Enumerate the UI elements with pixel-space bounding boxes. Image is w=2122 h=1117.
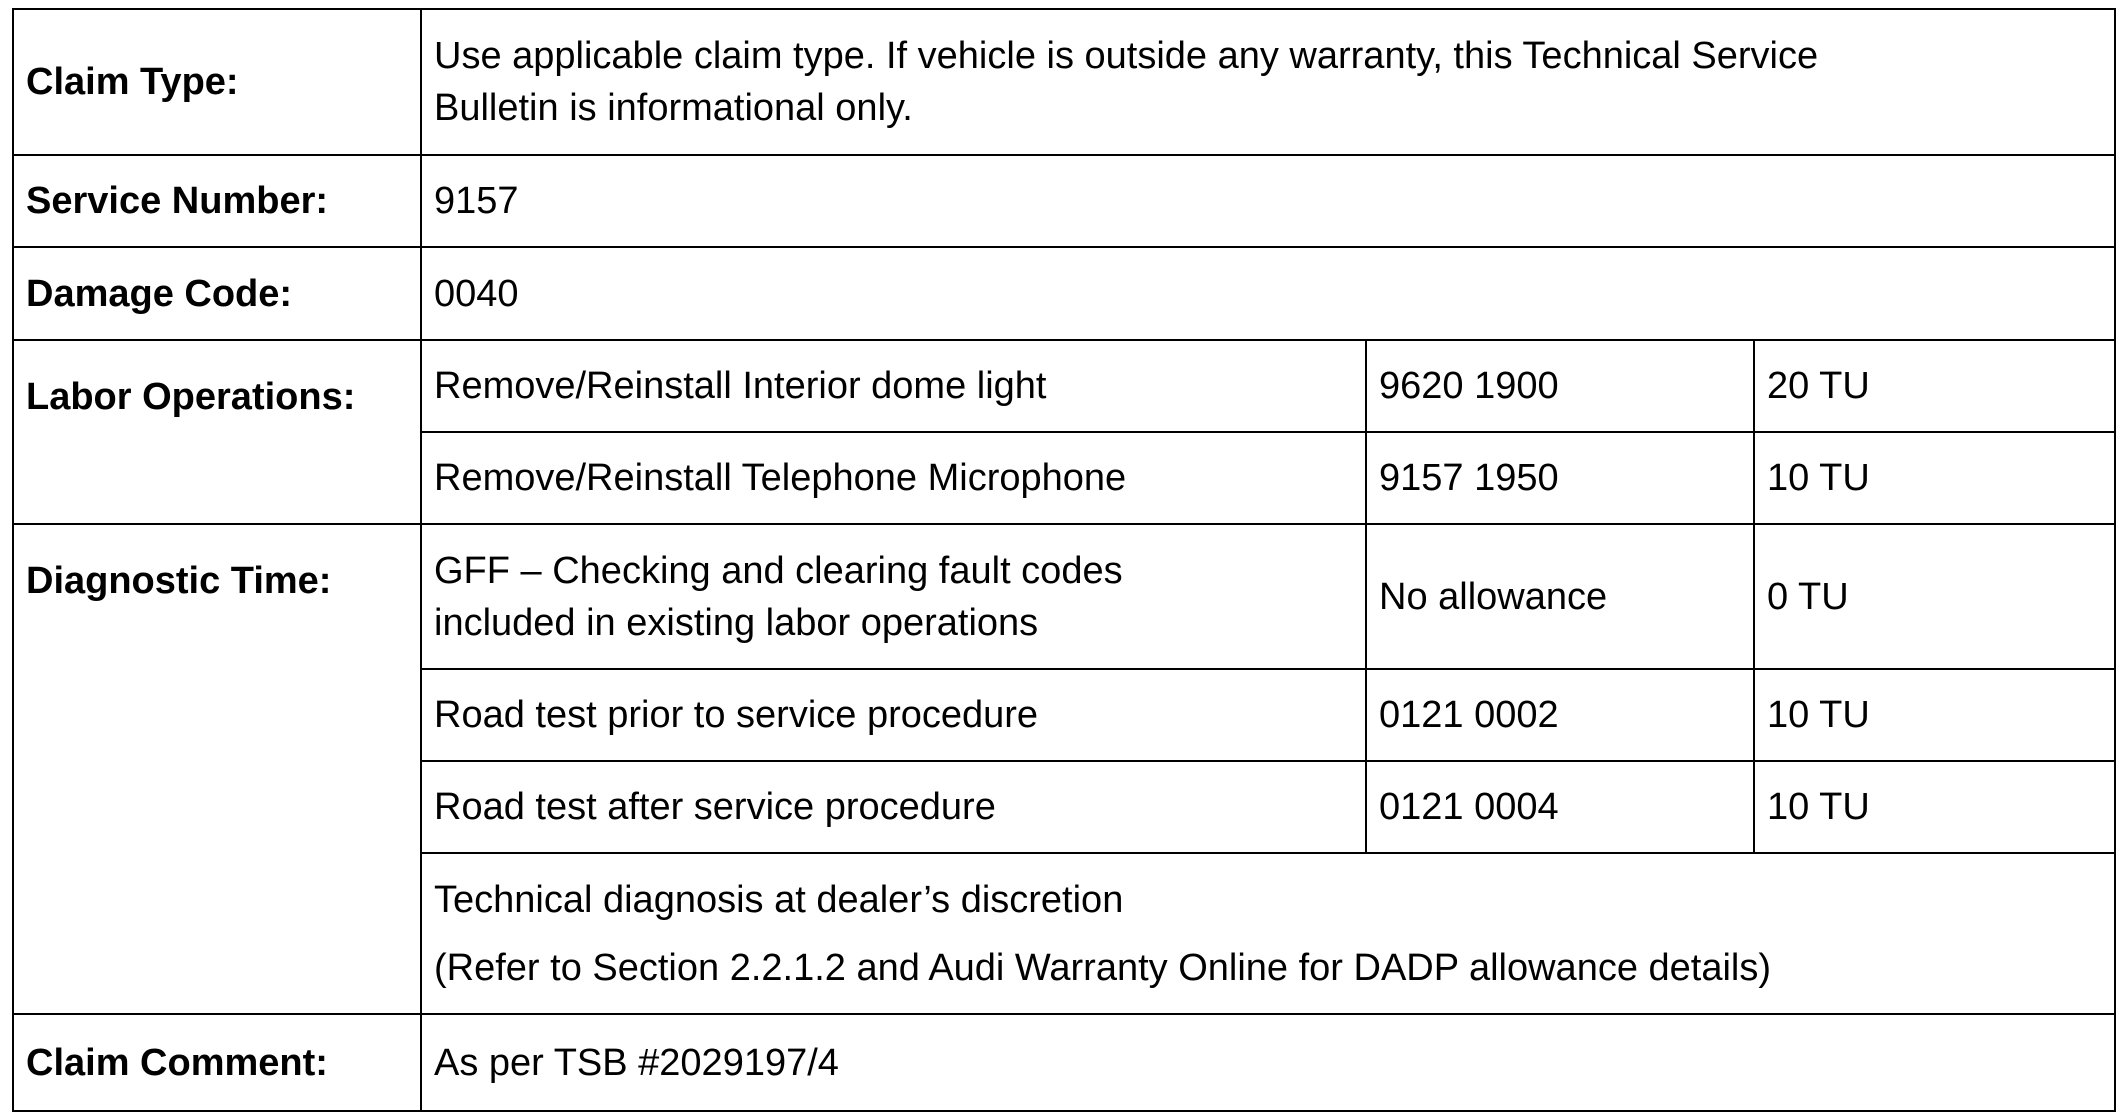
- diagnostic-code: 0121 0002: [1366, 669, 1754, 761]
- labor-operation-row: [13, 340, 2115, 432]
- diagnostic-description: Road test prior to service procedure: [421, 669, 1366, 761]
- diagnostic-row: [13, 524, 2115, 669]
- diagnostic-description-line1: GFF – Checking and clearing fault codes: [434, 549, 1123, 592]
- diagnostic-time: 0 TU: [1754, 524, 2115, 669]
- service-number-label: Service Number:: [13, 155, 421, 247]
- damage-code-row: [13, 247, 2115, 340]
- diagnostic-time-label: Diagnostic Time:: [13, 524, 421, 1014]
- diagnostic-code: No allowance: [1366, 524, 1754, 669]
- diagnostic-description: [421, 524, 1366, 669]
- diagnostic-note: [421, 853, 2115, 1014]
- diagnostic-note-line1: Technical diagnosis at dealer’s discretion: [434, 878, 1124, 921]
- diagnostic-time: 10 TU: [1754, 761, 2115, 853]
- claim-type-text-line2: Bulletin is informational only.: [434, 87, 913, 129]
- claim-type-label: Claim Type:: [13, 9, 421, 155]
- claim-comment-label: Claim Comment:: [13, 1014, 421, 1111]
- labor-operation-code: 9620 1900: [1366, 340, 1754, 432]
- labor-operation-time: 10 TU: [1754, 432, 2115, 524]
- claim-comment-value: As per TSB #2029197/4: [421, 1014, 2115, 1111]
- labor-operation-code: 9157 1950: [1366, 432, 1754, 524]
- service-number-value: 9157: [421, 155, 2115, 247]
- labor-operation-time: 20 TU: [1754, 340, 2115, 432]
- warranty-claim-table: [12, 8, 2116, 1112]
- labor-operations-label: Labor Operations:: [13, 340, 421, 524]
- claim-comment-row: [13, 1014, 2115, 1111]
- service-number-row: [13, 155, 2115, 247]
- diagnostic-description-line2: included in existing labor operations: [434, 601, 1039, 644]
- labor-operation-description: Remove/Reinstall Telephone Microphone: [421, 432, 1366, 524]
- damage-code-label: Damage Code:: [13, 247, 421, 340]
- diagnostic-description: Road test after service procedure: [421, 761, 1366, 853]
- diagnostic-note-line2: (Refer to Section 2.2.1.2 and Audi Warranty Online for DADP allowance details): [434, 946, 1772, 989]
- claim-type-row: [13, 9, 2115, 155]
- diagnostic-code: 0121 0004: [1366, 761, 1754, 853]
- diagnostic-time: 10 TU: [1754, 669, 2115, 761]
- labor-operation-description: Remove/Reinstall Interior dome light: [421, 340, 1366, 432]
- claim-type-value: [421, 9, 2115, 155]
- damage-code-value: 0040: [421, 247, 2115, 340]
- claim-type-text-line1: Use applicable claim type. If vehicle is outside any warranty, this Technical Service: [434, 35, 1819, 77]
